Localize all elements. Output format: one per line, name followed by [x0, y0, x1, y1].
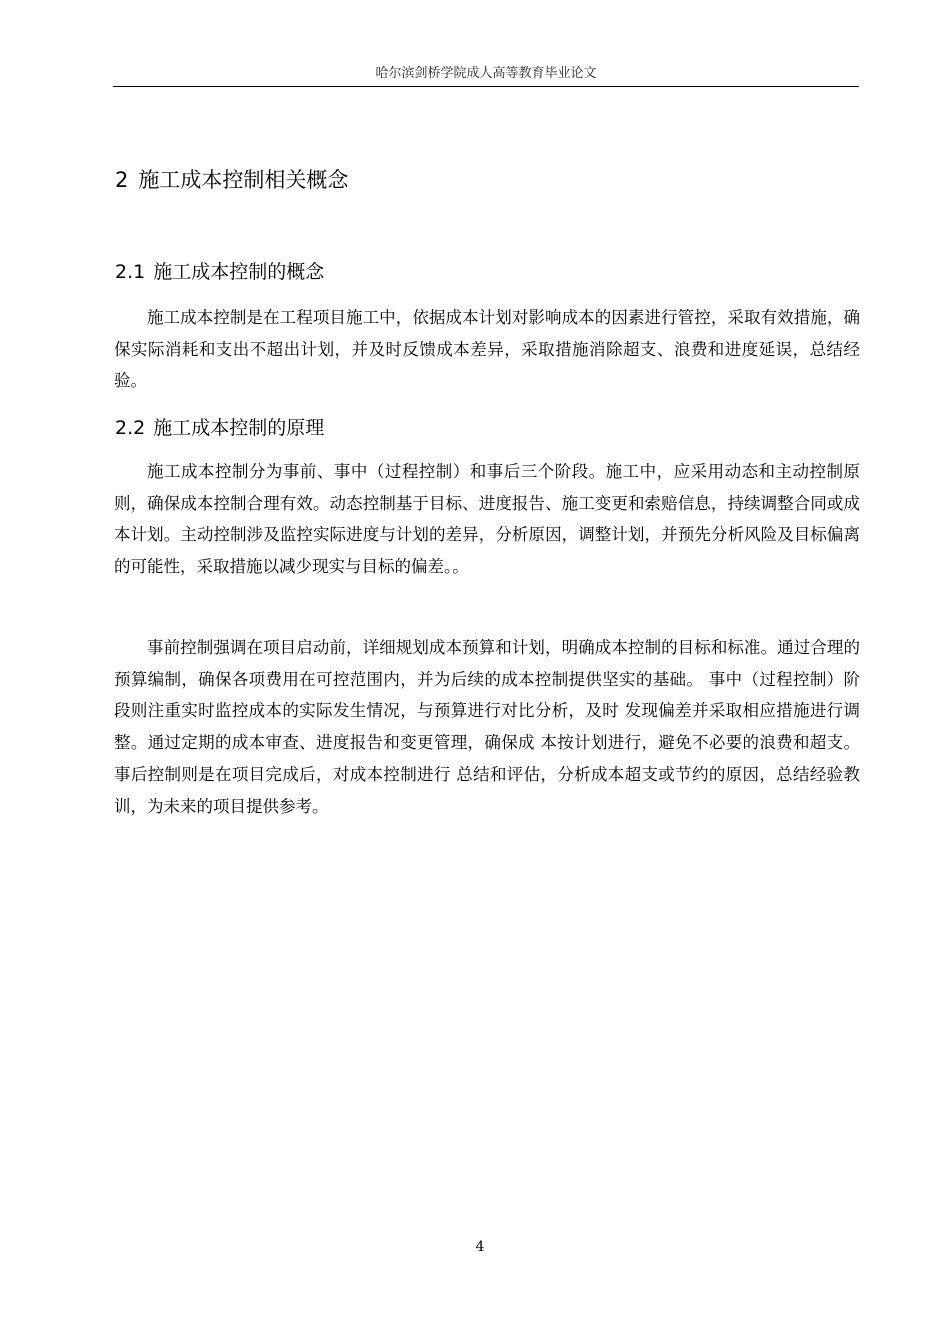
header-rule [113, 86, 859, 87]
section-heading-2-1 [115, 259, 324, 285]
body-paragraph: 施工成本控制是在工程项目施工中，依据成本计划对影响成本的因素进行管控，采取有效措施，确保实际消耗和支出不超出计划，并及时反馈成本差异，采取措施消除超支、浪费和进度延误，总结经验。 [114, 308, 860, 391]
page-number: 4 [475, 1239, 485, 1255]
running-header: 哈尔滨剑桥学院成人高等教育毕业论文 [375, 66, 597, 81]
chapter-title [115, 166, 348, 194]
section-number: 2.2 [115, 417, 146, 439]
chapter-number: 2 [115, 168, 129, 192]
section-heading-2-2 [115, 415, 324, 441]
body-paragraph: 施工成本控制分为事前、事中（过程控制）和事后三个阶段。施工中，应采用动态和主动控制原则，确保成本控制合理有效。动态控制基于目标、进度报告、施工变更和索赔信息，持续调整合同或成本计划。主动控制涉及监控实际进度与计划的差异，分析原因，调整计划，并预先分析风险及目标偏离的可能性，采取措施以减少现实与目标的偏差。。 [114, 462, 860, 577]
chapter-title-text: 施工成本控制相关概念 [138, 168, 349, 192]
body-paragraph: 事前控制强调在项目启动前，详细规划成本预算和计划，明确成本控制的目标和标准。通过合理的预算编制，确保各项费用在可控范围内，并为后续的成本控制提供坚实的基础。 事中（过程控制）阶段则注重实时监控成本的实际发生情况，与预算进行对比分析，及时 发现偏差并采取相应措施进行调整。通过定期的成本审查、进度报告和变更管理，确保成 本按计划进行，避免不必要的浪费和超支。事后控制则是在项目完成后，对成本控制进行 总结和评估，分析成本超支或节约的原因，总结经验教训，为未来的项目提供参考。 [114, 638, 860, 816]
section-title-text: 施工成本控制的概念 [153, 261, 325, 283]
section-number: 2.1 [115, 261, 146, 283]
section-title-text: 施工成本控制的原理 [153, 417, 325, 439]
